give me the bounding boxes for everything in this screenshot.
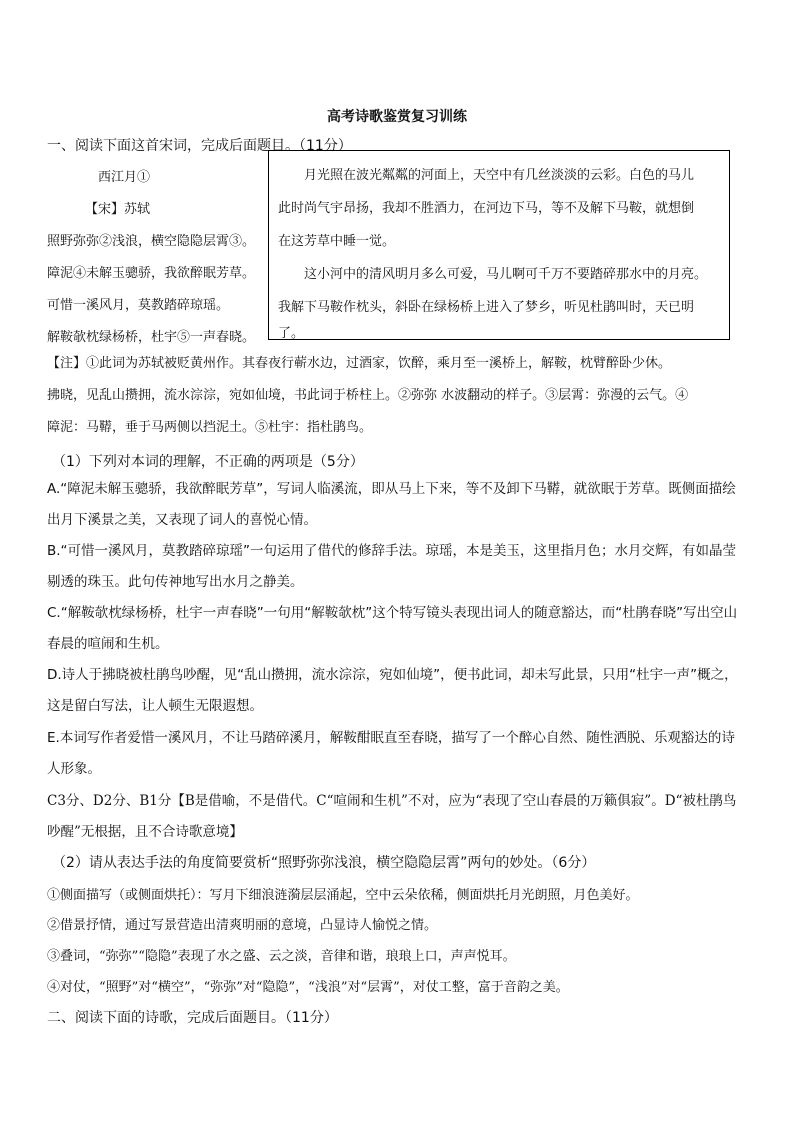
q1-option-b: B.“可惜一溪风月，莫教踏碎琼瑶”一句运用了借代的修辞手法。琼瑶，本是美玉，这里指月色；水月交辉，有如晶莹剔透的珠玉。此句传神地写出水月之静美。 [47, 543, 737, 590]
note-line-2: 拂晓，见乱山攒拥，流水淙淙，宛如仙境，书此词于桥柱上。②弥弥 水波翻动的样子。③层霄：弥漫的云气。④ [47, 388, 689, 403]
q1-stem: （1）下列对本词的理解，不正确的两项是（5分） [52, 454, 364, 470]
poem-line-3: 可惜一溪风月，莫教踏碎琼瑶。 [47, 298, 230, 313]
q1-option-d: D.诗人于拂晓被杜鹃鸟吵醒，见“乱山攒拥，流水淙淙，宛如仙境”，便书此词，却未写此景，只用“杜宇一声”概之，这是留白写法，让人顿生无限遐想。 [47, 667, 738, 714]
translation-line-4: 这小河中的清风明月多么可爱，马儿啊可千万不要踏碎那水中的月亮。 [304, 267, 708, 282]
translation-line-1: 月光照在波光粼粼的河面上，天空中有几丝淡淡的云彩。白色的马儿 [304, 168, 695, 183]
q1-option-a: A.“障泥未解玉骢骄，我欲醉眠芳草”，写词人临溪流，即从马上下来，等不及卸下马鞯，就欲眠于芳草。既侧面描绘出月下溪景之美，又表现了词人的喜悦心情。 [47, 481, 736, 528]
q1-answer: C3分、D2分、B1分【B是借喻，不是借代。C“喧闹和生机”不对，应为“表现了空山春晨的万籁俱寂”。D“被杜鹃鸟吵醒”无根据，且不合诗歌意境】 [47, 793, 737, 840]
q2-answer-4: ④对仗，“照野”对“横空”，“弥弥”对“隐隐”，“浅浪”对“层霄”，对仗工整，富于音韵之美。 [47, 980, 569, 995]
poem-title: 西江月① [98, 170, 151, 185]
poem-line-4: 解鞍欹枕绿杨桥，杜宇⑤一声春晓。 [47, 330, 256, 345]
q2-answer-2: ②借景抒情，通过写景营造出清爽明丽的意境，凸显诗人愉悦之情。 [47, 918, 438, 933]
document-title: 高考诗歌鉴赏复习训练 [327, 109, 467, 125]
translation-line-2: 此时尚气宇昂扬，我却不胜酒力，在河边下马，等不及解下马鞍，就想倒 [278, 201, 695, 216]
section2-heading: 二、阅读下面的诗歌，完成后面题目。（11分） [47, 1010, 338, 1026]
translation-line-6: 了。 [278, 326, 305, 341]
q2-answer-1: ①侧面描写（或侧面烘托）：写月下细浪涟漪层层涌起，空中云朵依稀，侧面烘托月光朗照，月色美好。 [47, 888, 639, 903]
poem-line-1: 照野弥弥②浅浪，横空隐隐层霄③。 [47, 234, 256, 249]
note-line-1: 【注】①此词为苏轼被贬黄州作。其春夜行蕲水边，过酒家，饮醉，乘月至一溪桥上，解鞍，枕臂醉卧少休。 [47, 356, 672, 371]
note-line-3: 障泥：马鞯，垂于马两侧以挡泥土。⑤杜宇：指杜鹃鸟。 [47, 420, 373, 435]
q2-stem: （2）请从表达手法的角度简要赏析“照野弥弥浅浪，横空隐隐层霄”两句的妙处。（6分） [52, 855, 596, 871]
section1-heading: 一、阅读下面这首宋词，完成后面题目。（11分） [47, 138, 352, 154]
poem-author: 【宋】苏轼 [85, 202, 151, 217]
q1-option-c: C.“解鞍欹枕绿杨桥，杜宇一声春晓”一句用“解鞍欹枕”这个特写镜头表现出词人的随意豁达，而“杜鹃春晓”写出空山春晨的喧闹和生机。 [47, 605, 738, 652]
q2-answer-3: ③叠词，“弥弥”“隐隐”表现了水之盛、云之淡，音律和谐，琅琅上口，声声悦耳。 [47, 949, 516, 964]
poem-line-2: 障泥④未解玉骢骄，我欲醉眠芳草。 [47, 266, 256, 281]
translation-line-3: 在这芳草中睡一觉。 [278, 234, 396, 249]
q1-option-e: E.本词写作者爱惜一溪风月，不让马踏碎溪月，解鞍酣眠直至春晓，描写了一个醉心自然、随性洒脱、乐观豁达的诗人形象。 [47, 730, 735, 777]
translation-line-5: 我解下马鞍作枕头，斜卧在绿杨桥上进入了梦乡，听见杜鹃叫时，天已明 [278, 300, 695, 315]
